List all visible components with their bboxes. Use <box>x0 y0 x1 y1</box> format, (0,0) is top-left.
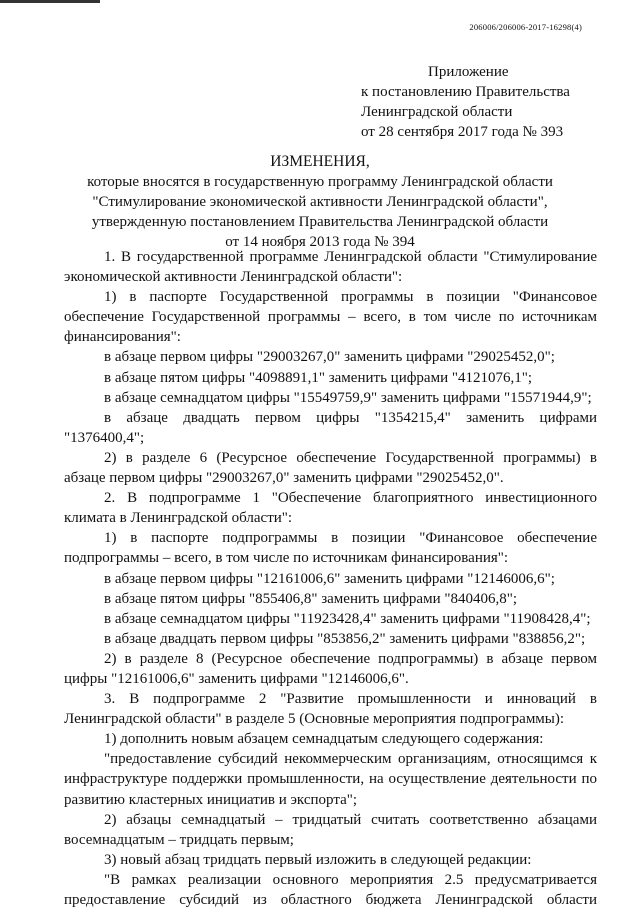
paragraph: "предоставление субсидий некоммерческим организациям, относящимся к инфраструктуре поддержки промышленности, на осуществление деятельности по развитию кластерных инициатив и экспорта"; <box>64 751 597 808</box>
paragraph: "В рамках реализации основного мероприятия 2.5 предусматривается предоставление субсидий из областного бюджета Ленинградской области <box>64 871 597 908</box>
appendix-block <box>361 62 570 142</box>
document-id: 206006/206006-2017-16298(4) <box>469 22 582 32</box>
subtitle-line: от 14 ноября 2013 года № 394 <box>225 234 415 250</box>
document-subtitle <box>60 172 580 252</box>
appendix-line: от 28 сентября 2017 года № 393 <box>361 124 564 140</box>
paragraph: в абзаце двадцать первом цифры "853856,2" заменить цифрами "838856,2"; <box>104 630 586 647</box>
paragraph: 2) абзацы семнадцатый – тридцатый считать соответственно абзацами восемнадцатым – тридцать первым; <box>64 811 597 848</box>
paragraph: в абзаце пятом цифры "4098891,1" заменить цифрами "4121076,1"; <box>104 369 533 386</box>
paragraph: в абзаце первом цифры "29003267,0" заменить цифрами "29025452,0"; <box>104 349 555 366</box>
top-border-line <box>0 0 100 3</box>
document-title: ИЗМЕНЕНИЯ, <box>270 153 370 170</box>
paragraph: 1) в паспорте Государственной программы в позиции "Финансовое обеспечение Государственной программы – всего, в том числе по источникам финансирования": <box>64 289 597 346</box>
paragraph: в абзаце семнадцатом цифры "15549759,9" заменить цифрами "15571944,9"; <box>104 389 592 406</box>
appendix-line: Приложение <box>428 64 509 80</box>
appendix-line: Ленинградской области <box>361 104 513 120</box>
paragraph: в абзаце семнадцатом цифры "11923428,4" заменить цифрами "11908428,4"; <box>104 610 591 627</box>
paragraph: 3. В подпрограмме 2 "Развитие промышленности и инноваций в Ленинградской области" в разделе 5 (Основные мероприятия подпрограммы): <box>64 691 597 728</box>
paragraph: в абзаце двадцать первом цифры "1354215,4" заменить цифрами "1376400,4"; <box>64 409 597 446</box>
subtitle-line: утвержденную постановлением Правительства Ленинградской области <box>91 214 549 230</box>
paragraph: в абзаце первом цифры "12161006,6" заменить цифрами "12146006,6"; <box>104 570 555 587</box>
paragraph: в абзаце пятом цифры "855406,8" заменить цифрами "840406,8"; <box>104 590 518 607</box>
subtitle-line: которые вносятся в государственную программу Ленинградской области <box>87 174 553 190</box>
paragraph: 1) в паспорте подпрограммы в позиции "Финансовое обеспечение подпрограммы – всего, в том числе по источникам финансирования": <box>64 530 597 567</box>
paragraph: 3) новый абзац тридцать первый изложить в следующей редакции: <box>104 851 532 868</box>
paragraph: 2. В подпрограмме 1 "Обеспечение благоприятного инвестиционного климата в Ленинградской области": <box>64 490 597 527</box>
document-body <box>64 247 597 910</box>
subtitle-line: "Стимулирование экономической активности Ленинградской области", <box>92 194 548 210</box>
paragraph: 2) в разделе 6 (Ресурсное обеспечение Государственной программы) в абзаце первом цифры "29003267,0" заменить цифрами "29025452,0". <box>64 449 597 487</box>
paragraph: 1. В государственной программе Ленинградской области "Стимулирование экономической активности Ленинградской области": <box>64 249 597 286</box>
paragraph: 1) дополнить новым абзацем семнадцатым следующего содержания: <box>104 731 544 748</box>
appendix-line: к постановлению Правительства <box>361 84 570 100</box>
paragraph: 2) в разделе 8 (Ресурсное обеспечение подпрограммы) в абзаце первом цифры "12161006,6" заменить цифрами "12146006,6". <box>64 650 597 687</box>
